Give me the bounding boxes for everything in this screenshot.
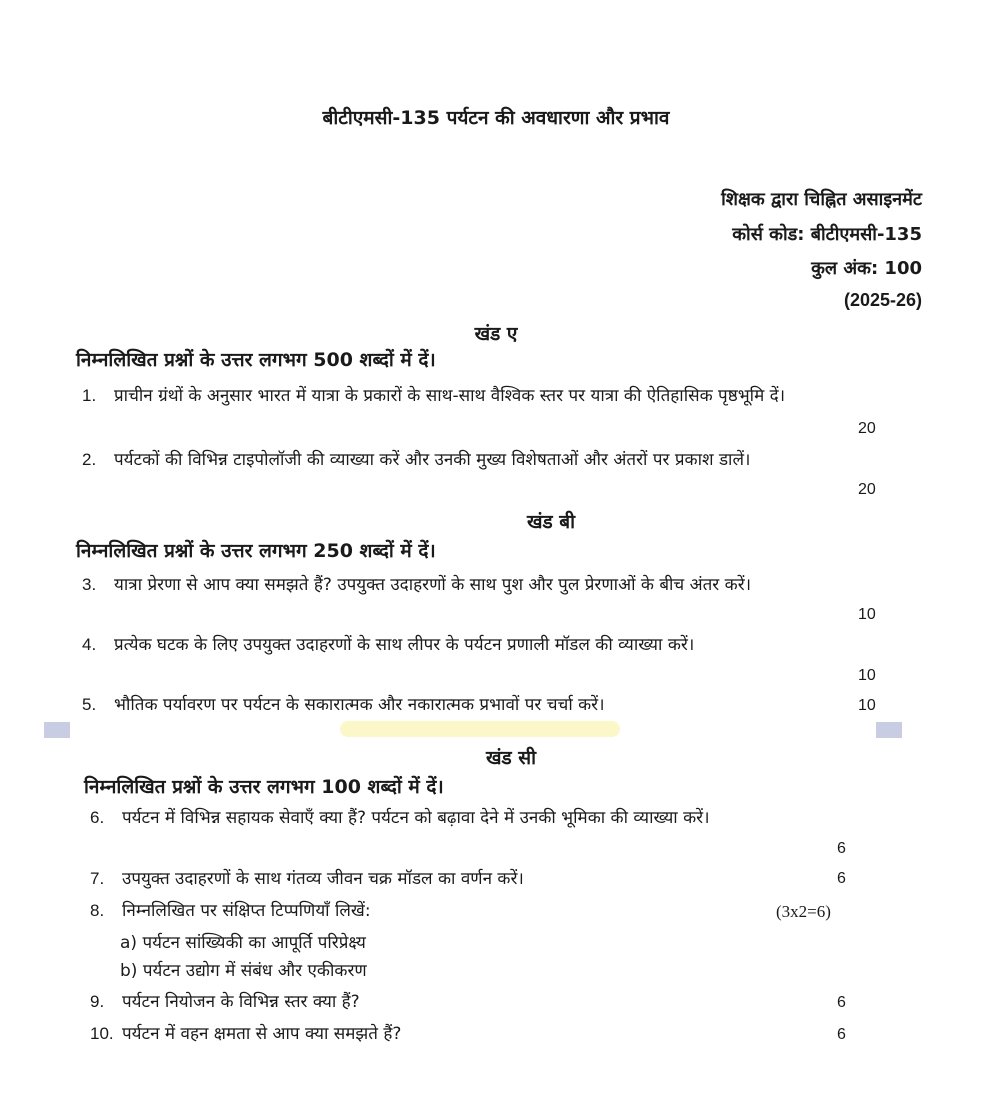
question-number: 7. — [90, 869, 105, 888]
question-marks: 10 — [858, 667, 876, 684]
highlight-smudge — [340, 721, 620, 737]
question-8 — [90, 896, 810, 926]
question-text: प्राचीन ग्रंथों के अनुसार भारत में यात्रा के प्रकारों के साथ-साथ वैश्विक स्तर पर यात्रा की ऐतिहासिक पृष्ठभूमि दें। — [114, 386, 786, 406]
question-text: पर्यटन नियोजन के विभिन्न स्तर क्या हैं? — [122, 992, 360, 1012]
question-number: 10. — [90, 1024, 114, 1043]
question-marks: 6 — [837, 840, 846, 857]
question-marks: 10 — [858, 606, 876, 623]
page-break-marker-right — [876, 722, 902, 738]
question-4 — [82, 630, 882, 690]
question-number: 2. — [82, 450, 97, 469]
question-marks: 6 — [837, 994, 846, 1011]
question-9 — [90, 987, 810, 1017]
sub-item-b: b) पर्यटन उद्योग में संबंध और एकीकरण — [120, 961, 367, 981]
question-text: भौतिक पर्यावरण पर पर्यटन के सकारात्मक और नकारात्मक प्रभावों पर चर्चा करें। — [114, 695, 605, 715]
section-b-heading: खंड बी — [526, 511, 576, 533]
question-10 — [90, 1019, 810, 1049]
question-number: 3. — [82, 575, 97, 594]
question-7 — [90, 864, 810, 894]
question-marks: 6 — [837, 870, 846, 887]
page-title: बीटीएमसी-135 पर्यटन की अवधारणा और प्रभाव — [322, 107, 670, 129]
question-text: निम्नलिखित पर संक्षिप्त टिप्पणियाँ लिखें: — [122, 901, 371, 921]
question-number: 4. — [82, 635, 97, 654]
question-2 — [82, 445, 882, 505]
question-number: 6. — [90, 808, 105, 827]
question-marks: 6 — [837, 1026, 846, 1043]
section-c-instruction: निम्नलिखित प्रश्नों के उत्तर लगभग 100 शब्दों में दें। — [84, 776, 444, 798]
section-c-heading: खंड सी — [485, 747, 537, 769]
course-code: कोर्स कोड: बीटीएमसी-135 — [732, 224, 922, 245]
assignment-type: शिक्षक द्वारा चिह्नित असाइनमेंट — [721, 189, 922, 210]
question-text: पर्यटन में वहन क्षमता से आप क्या समझते हैं? — [122, 1024, 402, 1044]
question-text: उपयुक्त उदाहरणों के साथ गंतव्य जीवन चक्र मॉडल का वर्णन करें। — [122, 869, 524, 889]
session-year: (2025-26) — [843, 290, 922, 310]
question-text: प्रत्येक घटक के लिए उपयुक्त उदाहरणों के साथ लीपर के पर्यटन प्रणाली मॉडल की व्याख्या करें। — [114, 635, 695, 655]
question-text: यात्रा प्रेरणा से आप क्या समझते हैं? उपयुक्त उदाहरणों के साथ पुश और पुल प्रेरणाओं के बीच अंतर करें। — [114, 575, 752, 595]
page-break-marker-left — [44, 722, 70, 738]
question-3 — [82, 570, 882, 630]
question-6 — [90, 803, 810, 863]
question-marks: 20 — [858, 481, 876, 498]
question-marks: 10 — [858, 697, 876, 714]
section-b-instruction: निम्नलिखित प्रश्नों के उत्तर लगभग 250 शब्दों में दें। — [76, 540, 436, 562]
question-number: 8. — [90, 901, 105, 920]
question-marks: 20 — [858, 420, 876, 437]
question-number: 9. — [90, 992, 105, 1011]
section-a-instruction: निम्नलिखित प्रश्नों के उत्तर लगभग 500 शब्दों में दें। — [76, 349, 436, 371]
question-text: पर्यटन में विभिन्न सहायक सेवाएँ क्या हैं? पर्यटन को बढ़ावा देने में उनकी भूमिका की व्याख्या करें। — [122, 808, 710, 828]
section-a-heading: खंड ए — [474, 323, 518, 345]
question-text: पर्यटकों की विभिन्न टाइपोलॉजी की व्याख्या करें और उनकी मुख्य विशेषताओं और अंतरों पर प्रकाश डालें। — [114, 450, 751, 470]
question-number: 5. — [82, 695, 97, 714]
question-number: 1. — [82, 386, 97, 405]
total-marks: कुल अंक: 100 — [811, 258, 922, 279]
sub-item-a: a) पर्यटन सांख्यिकी का आपूर्ति परिप्रेक्ष्य — [120, 933, 366, 953]
question-1 — [82, 381, 882, 441]
question-marks: (3x2=6) — [776, 902, 831, 921]
question-5 — [82, 690, 862, 720]
